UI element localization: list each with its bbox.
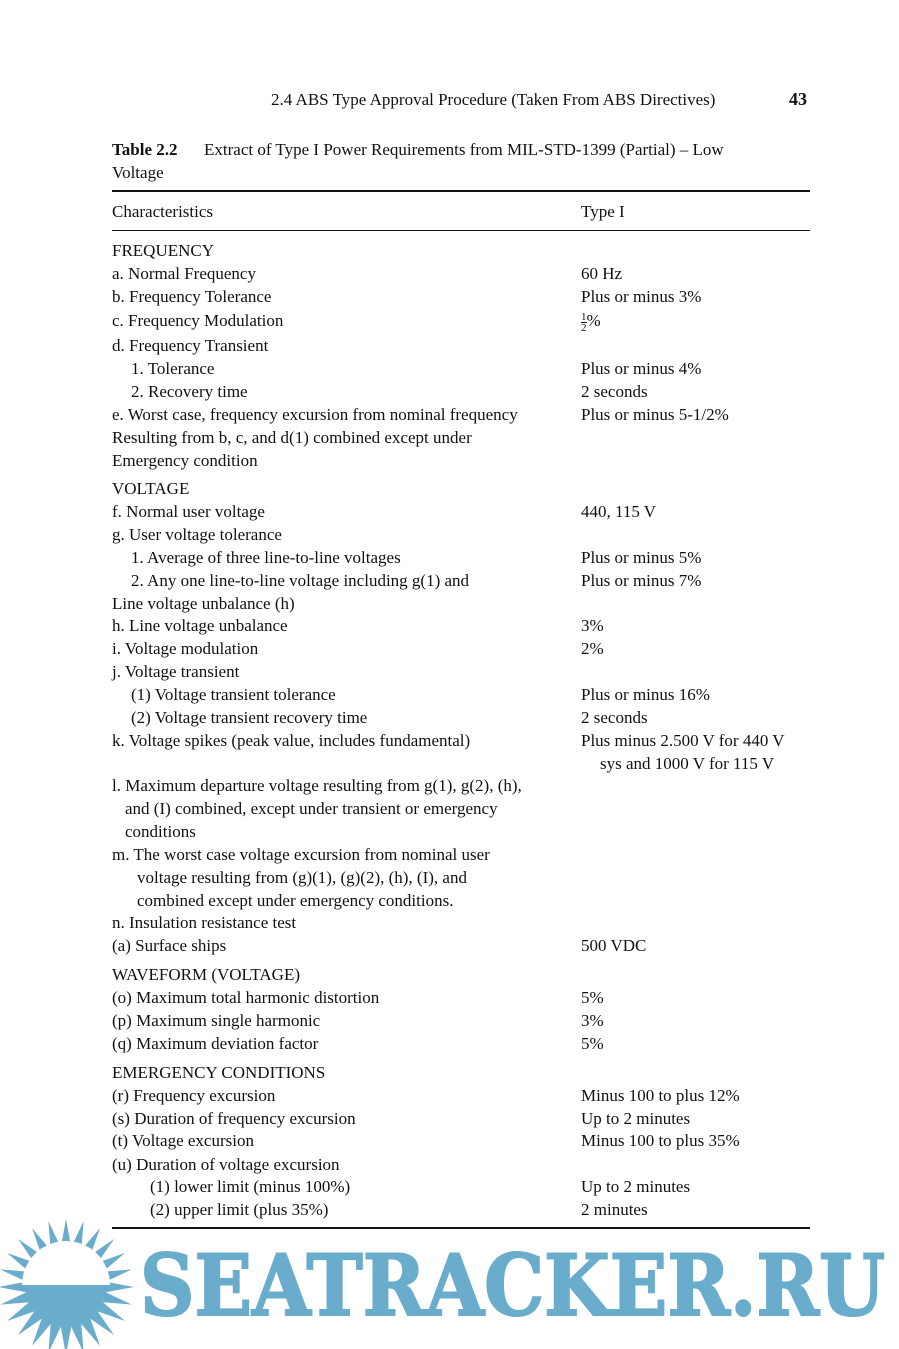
- row-characteristic: m. The worst case voltage excursion from nominal user: [112, 845, 490, 864]
- row-value: 3%: [581, 616, 604, 635]
- row-characteristic: (r) Frequency excursion: [112, 1086, 276, 1105]
- row-value: 500 VDC: [581, 936, 647, 955]
- row-characteristic: WAVEFORM (VOLTAGE): [112, 965, 301, 984]
- row-characteristic: FREQUENCY: [112, 241, 215, 260]
- row-value: Plus or minus 7%: [581, 571, 702, 590]
- row-characteristic: d. Frequency Transient: [112, 336, 269, 355]
- table-header-rule: [112, 230, 810, 231]
- row-characteristic: 1. Tolerance: [131, 359, 215, 378]
- watermark-logo: [0, 1215, 899, 1349]
- page-number: 43: [789, 89, 807, 109]
- row-characteristic: c. Frequency Modulation: [112, 311, 284, 330]
- row-characteristic: (2) upper limit (plus 35%): [150, 1200, 329, 1219]
- row-characteristic: (u) Duration of voltage excursion: [112, 1155, 340, 1174]
- table-top-rule: [112, 190, 810, 192]
- row-value: Minus 100 to plus 12%: [581, 1086, 740, 1105]
- row-characteristic: 2. Any one line-to-line voltage including g(1) and: [131, 571, 470, 590]
- row-characteristic: i. Voltage modulation: [112, 639, 259, 658]
- row-characteristic: (a) Surface ships: [112, 936, 227, 955]
- row-characteristic: (t) Voltage excursion: [112, 1131, 254, 1150]
- row-value: 5%: [581, 988, 604, 1007]
- row-value: 5%: [581, 1034, 604, 1053]
- row-characteristic: (o) Maximum total harmonic distortion: [112, 988, 380, 1007]
- row-characteristic: j. Voltage transient: [112, 662, 240, 681]
- row-characteristic: a. Normal Frequency: [112, 264, 256, 283]
- row-characteristic: combined except under emergency conditions.: [137, 891, 454, 910]
- row-characteristic: (1) lower limit (minus 100%): [150, 1177, 351, 1196]
- row-value: Up to 2 minutes: [581, 1109, 691, 1128]
- row-value: Plus or minus 3%: [581, 287, 702, 306]
- row-characteristic: Emergency condition: [112, 451, 258, 470]
- row-value: 2 minutes: [581, 1200, 648, 1219]
- row-characteristic: EMERGENCY CONDITIONS: [112, 1063, 326, 1082]
- row-value: Plus or minus 5%: [581, 548, 702, 567]
- row-characteristic: voltage resulting from (g)(1), (g)(2), (h), (I), and: [137, 868, 467, 887]
- row-characteristic: f. Normal user voltage: [112, 502, 265, 521]
- row-characteristic: (s) Duration of frequency excursion: [112, 1109, 356, 1128]
- table-caption-label: Table 2.2: [112, 140, 178, 159]
- table-caption-cont: Voltage: [112, 163, 164, 182]
- row-value: Plus minus 2.500 V for 440 V: [581, 731, 785, 750]
- row-value: sys and 1000 V for 115 V: [600, 754, 775, 773]
- row-characteristic: h. Line voltage unbalance: [112, 616, 288, 635]
- row-value: Up to 2 minutes: [581, 1177, 691, 1196]
- row-characteristic: k. Voltage spikes (peak value, includes fundamental): [112, 731, 471, 750]
- row-value: $\frac{1}{2}$ %: [581, 310, 601, 334]
- row-value: 60 Hz: [581, 264, 623, 283]
- row-characteristic: 1. Average of three line-to-line voltages: [131, 548, 401, 567]
- row-characteristic: 2. Recovery time: [131, 382, 248, 401]
- row-characteristic: e. Worst case, frequency excursion from nominal frequency: [112, 405, 518, 424]
- row-value: 440, 115 V: [581, 502, 657, 521]
- row-value: Plus or minus 4%: [581, 359, 702, 378]
- row-characteristic: conditions: [125, 822, 196, 841]
- row-value: 2%: [581, 639, 604, 658]
- row-characteristic: VOLTAGE: [112, 479, 190, 498]
- row-characteristic: (q) Maximum deviation factor: [112, 1034, 319, 1053]
- row-characteristic: Resulting from b, c, and d(1) combined except under: [112, 428, 472, 447]
- row-value: Plus or minus 16%: [581, 685, 710, 704]
- row-value: 2 seconds: [581, 382, 648, 401]
- table-caption: Extract of Type I Power Requirements from MIL-STD-1399 (Partial) – Low: [204, 140, 724, 159]
- running-title: 2.4 ABS Type Approval Procedure (Taken From ABS Directives): [271, 90, 716, 109]
- row-characteristic: l. Maximum departure voltage resulting from g(1), g(2), (h),: [112, 776, 522, 795]
- column-header-type-i: Type I: [581, 202, 625, 221]
- row-characteristic: Line voltage unbalance (h): [112, 594, 295, 613]
- row-value: Plus or minus 5-1/2%: [581, 405, 729, 424]
- row-characteristic: (2) Voltage transient recovery time: [131, 708, 368, 727]
- row-characteristic: b. Frequency Tolerance: [112, 287, 272, 306]
- row-characteristic: and (I) combined, except under transient or emergency: [125, 799, 498, 818]
- row-characteristic: (1) Voltage transient tolerance: [131, 685, 336, 704]
- row-characteristic: g. User voltage tolerance: [112, 525, 282, 544]
- sun-icon: [0, 1219, 134, 1349]
- row-value: Minus 100 to plus 35%: [581, 1131, 740, 1150]
- row-characteristic: n. Insulation resistance test: [112, 913, 297, 932]
- column-header-characteristics: Characteristics: [112, 202, 214, 221]
- watermark-text: SEATRACKER.RU: [140, 1236, 885, 1335]
- row-characteristic: (p) Maximum single harmonic: [112, 1011, 321, 1030]
- row-value: 3%: [581, 1011, 604, 1030]
- row-value: 2 seconds: [581, 708, 648, 727]
